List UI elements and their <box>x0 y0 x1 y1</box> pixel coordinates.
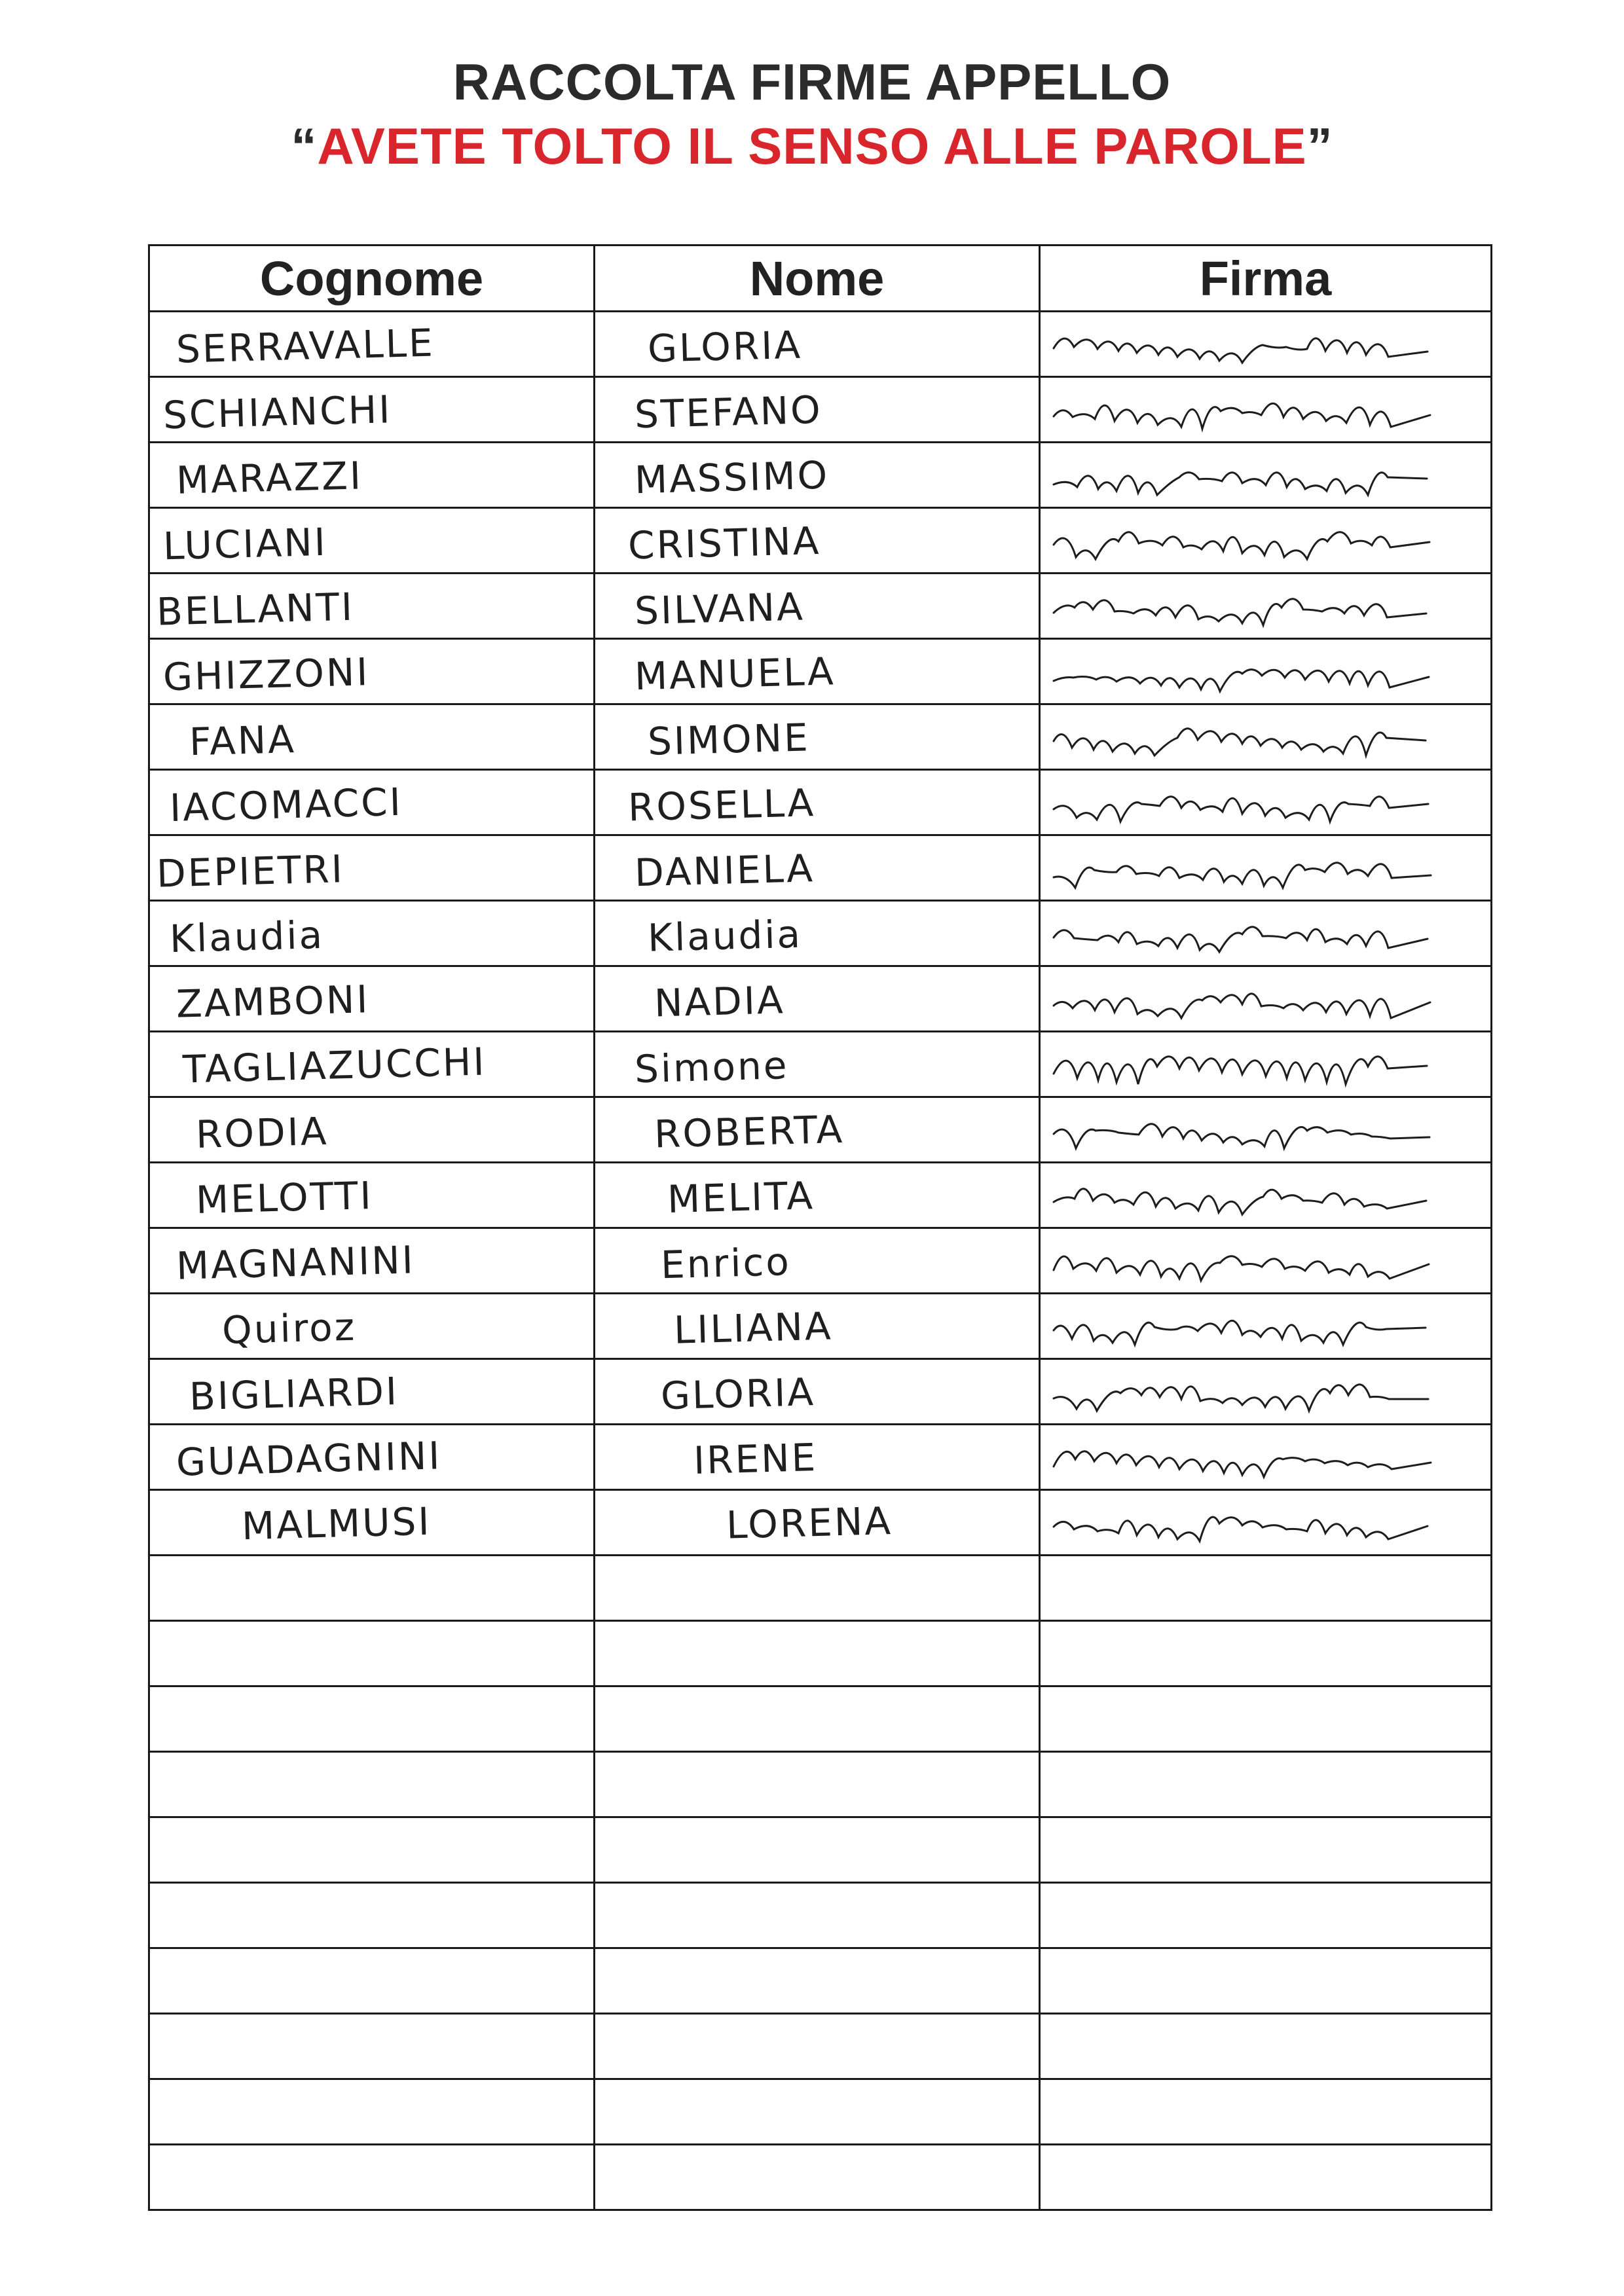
table-row <box>149 1621 1492 1686</box>
quote-close: ” <box>1306 117 1333 175</box>
handwritten-cognome: DEPIETRI <box>156 846 345 896</box>
handwritten-cognome: ZAMBONI <box>175 976 371 1027</box>
cell-firma <box>1040 1425 1492 1490</box>
handwritten-signature <box>1041 640 1490 703</box>
cell-firma <box>1040 1163 1492 1228</box>
handwritten-signature <box>1041 1163 1490 1227</box>
handwritten-cognome: Klaudia <box>169 912 325 961</box>
cell-cognome <box>149 1359 595 1425</box>
subtitle-text: AVETE TOLTO IL SENSO ALLE PAROLE <box>317 117 1307 175</box>
cell-cognome <box>149 1817 595 1883</box>
cell-nome <box>595 1097 1040 1163</box>
handwritten-nome: Simone <box>634 1042 790 1091</box>
handwritten-nome: GLORIA <box>647 322 803 371</box>
cell-firma <box>1040 377 1492 443</box>
cell-firma <box>1040 1294 1492 1359</box>
cell-nome <box>595 1163 1040 1228</box>
handwritten-signature <box>1041 771 1490 834</box>
handwritten-cognome: MARAZZI <box>175 452 363 503</box>
table-row <box>149 1359 1492 1425</box>
cell-nome <box>595 966 1040 1032</box>
cell-firma <box>1040 508 1492 574</box>
cell-firma <box>1040 2014 1492 2079</box>
handwritten-nome: CRISTINA <box>627 518 822 568</box>
table-row <box>149 2014 1492 2079</box>
handwritten-nome: IRENE <box>693 1434 818 1483</box>
handwritten-signature <box>1041 509 1490 572</box>
handwritten-nome: LORENA <box>726 1498 893 1548</box>
quote-open: “ <box>291 117 318 175</box>
handwritten-signature <box>1041 1098 1490 1161</box>
cell-nome <box>595 312 1040 377</box>
table-body <box>149 312 1492 2210</box>
table-row <box>149 1752 1492 1817</box>
cell-firma <box>1040 1686 1492 1752</box>
table-row <box>149 1294 1492 1359</box>
table-row <box>149 770 1492 835</box>
cell-cognome <box>149 770 595 835</box>
cell-cognome <box>149 1490 595 1556</box>
handwritten-signature <box>1041 902 1490 965</box>
handwritten-nome: LILIANA <box>673 1303 834 1353</box>
handwritten-nome: NADIA <box>654 977 786 1025</box>
table-row <box>149 1425 1492 1490</box>
cell-cognome <box>149 574 595 639</box>
table-row <box>149 2079 1492 2145</box>
handwritten-signature <box>1041 574 1490 638</box>
cell-firma <box>1040 835 1492 901</box>
cell-firma <box>1040 1948 1492 2014</box>
cell-firma <box>1040 312 1492 377</box>
cell-firma <box>1040 1032 1492 1097</box>
handwritten-cognome: IACOMACCI <box>169 779 403 830</box>
handwritten-cognome: MELOTTI <box>195 1173 374 1222</box>
cell-cognome <box>149 901 595 966</box>
handwritten-nome: MANUELA <box>634 648 836 699</box>
cell-firma <box>1040 770 1492 835</box>
cell-nome <box>595 1425 1040 1490</box>
handwritten-cognome: BELLANTI <box>156 584 355 634</box>
cell-firma <box>1040 2079 1492 2145</box>
cell-cognome <box>149 704 595 770</box>
cell-firma <box>1040 1883 1492 1948</box>
cell-cognome <box>149 2014 595 2079</box>
cell-firma <box>1040 966 1492 1032</box>
cell-firma <box>1040 1490 1492 1556</box>
cell-firma <box>1040 1097 1492 1163</box>
table-row <box>149 704 1492 770</box>
table-row <box>149 1097 1492 1163</box>
cell-nome <box>595 639 1040 704</box>
cell-cognome <box>149 1032 595 1097</box>
cell-firma <box>1040 1817 1492 1883</box>
cell-nome <box>595 1359 1040 1425</box>
cell-nome <box>595 1294 1040 1359</box>
table-row <box>149 508 1492 574</box>
cell-cognome <box>149 639 595 704</box>
handwritten-signature <box>1041 443 1490 507</box>
cell-firma <box>1040 574 1492 639</box>
table-row <box>149 312 1492 377</box>
table-row <box>149 966 1492 1032</box>
cell-firma <box>1040 443 1492 508</box>
cell-nome <box>595 1032 1040 1097</box>
handwritten-nome: STEFANO <box>634 387 823 437</box>
cell-nome <box>595 1752 1040 1817</box>
column-header-cognome: Cognome <box>149 246 595 312</box>
handwritten-signature <box>1041 1294 1490 1358</box>
table-row <box>149 443 1492 508</box>
cell-firma <box>1040 1621 1492 1686</box>
table-row <box>149 377 1492 443</box>
cell-cognome <box>149 1883 595 1948</box>
cell-cognome <box>149 1948 595 2014</box>
handwritten-nome: MELITA <box>667 1173 815 1222</box>
table-row <box>149 901 1492 966</box>
cell-cognome <box>149 1621 595 1686</box>
cell-nome <box>595 704 1040 770</box>
table-row <box>149 1032 1492 1097</box>
cell-firma <box>1040 1228 1492 1294</box>
table-row <box>149 574 1492 639</box>
handwritten-signature <box>1041 1229 1490 1292</box>
handwritten-cognome: Quiroz <box>221 1304 357 1353</box>
table-row <box>149 1490 1492 1556</box>
cell-firma <box>1040 704 1492 770</box>
cell-nome <box>595 835 1040 901</box>
handwritten-cognome: LUCIANI <box>162 519 328 568</box>
table-row <box>149 1228 1492 1294</box>
table-row <box>149 2145 1492 2210</box>
handwritten-cognome: GHIZZONI <box>162 649 371 699</box>
handwritten-signature <box>1041 1360 1490 1423</box>
handwritten-cognome: FANA <box>189 716 297 764</box>
page-subtitle <box>0 117 1624 176</box>
cell-nome <box>595 1621 1040 1686</box>
cell-firma <box>1040 1752 1492 1817</box>
handwritten-nome: ROBERTA <box>654 1106 845 1156</box>
handwritten-signature <box>1041 378 1490 441</box>
handwritten-nome: SIMONE <box>647 714 811 764</box>
cell-cognome <box>149 508 595 574</box>
cell-firma <box>1040 1359 1492 1425</box>
table-row <box>149 1163 1492 1228</box>
cell-nome <box>595 443 1040 508</box>
cell-nome <box>595 508 1040 574</box>
handwritten-signature <box>1041 967 1490 1030</box>
table-row <box>149 1817 1492 1883</box>
column-header-firma: Firma <box>1040 246 1492 312</box>
cell-cognome <box>149 1097 595 1163</box>
table-row <box>149 1686 1492 1752</box>
table-header-row <box>149 246 1492 312</box>
handwritten-cognome: RODIA <box>195 1108 329 1157</box>
cell-cognome <box>149 835 595 901</box>
cell-nome <box>595 1228 1040 1294</box>
cell-cognome <box>149 1752 595 1817</box>
table-row <box>149 1556 1492 1621</box>
table-row <box>149 1883 1492 1948</box>
cell-cognome <box>149 312 595 377</box>
handwritten-cognome: MALMUSI <box>241 1499 432 1548</box>
cell-nome <box>595 1883 1040 1948</box>
handwritten-cognome: MAGNANINI <box>175 1237 416 1288</box>
handwritten-cognome: SCHIANCHI <box>162 386 393 437</box>
cell-nome <box>595 770 1040 835</box>
cell-nome <box>595 1817 1040 1883</box>
cell-nome <box>595 1556 1040 1621</box>
handwritten-cognome: GUADAGNINI <box>175 1432 443 1485</box>
handwritten-signature <box>1041 836 1490 900</box>
cell-cognome <box>149 377 595 443</box>
table-row <box>149 1948 1492 2014</box>
handwritten-nome: ROSELLA <box>627 780 816 830</box>
cell-nome <box>595 1490 1040 1556</box>
cell-cognome <box>149 966 595 1032</box>
handwritten-signature <box>1041 1491 1490 1554</box>
handwritten-signature <box>1041 1425 1490 1489</box>
cell-nome <box>595 574 1040 639</box>
cell-firma <box>1040 901 1492 966</box>
handwritten-nome: GLORIA <box>660 1369 816 1418</box>
column-header-nome: Nome <box>595 246 1040 312</box>
cell-nome <box>595 377 1040 443</box>
handwritten-signature <box>1041 312 1490 376</box>
cell-firma <box>1040 639 1492 704</box>
cell-nome <box>595 2014 1040 2079</box>
cell-nome <box>595 1948 1040 2014</box>
handwritten-cognome: SERRAVALLE <box>175 319 435 372</box>
signature-table <box>148 244 1492 2211</box>
handwritten-nome: Klaudia <box>647 911 803 960</box>
cell-nome <box>595 2145 1040 2210</box>
cell-cognome <box>149 2079 595 2145</box>
cell-cognome <box>149 1556 595 1621</box>
handwritten-signature <box>1041 1032 1490 1096</box>
handwritten-nome: MASSIMO <box>634 452 830 502</box>
cell-firma <box>1040 1556 1492 1621</box>
page-title: RACCOLTA FIRME APPELLO <box>452 53 1172 111</box>
handwritten-cognome: BIGLIARDI <box>189 1368 399 1419</box>
cell-nome <box>595 1686 1040 1752</box>
cell-cognome <box>149 1686 595 1752</box>
cell-cognome <box>149 1228 595 1294</box>
handwritten-cognome: TAGLIAZUCCHI <box>182 1038 487 1092</box>
handwritten-nome: Enrico <box>660 1239 792 1287</box>
cell-cognome <box>149 2145 595 2210</box>
table-row <box>149 835 1492 901</box>
handwritten-nome: DANIELA <box>634 845 815 895</box>
cell-cognome <box>149 1294 595 1359</box>
cell-nome <box>595 2079 1040 2145</box>
cell-cognome <box>149 443 595 508</box>
cell-nome <box>595 901 1040 966</box>
handwritten-nome: SILVANA <box>634 584 805 633</box>
cell-cognome <box>149 1163 595 1228</box>
table-row <box>149 639 1492 704</box>
cell-firma <box>1040 2145 1492 2210</box>
cell-cognome <box>149 1425 595 1490</box>
handwritten-signature <box>1041 705 1490 769</box>
